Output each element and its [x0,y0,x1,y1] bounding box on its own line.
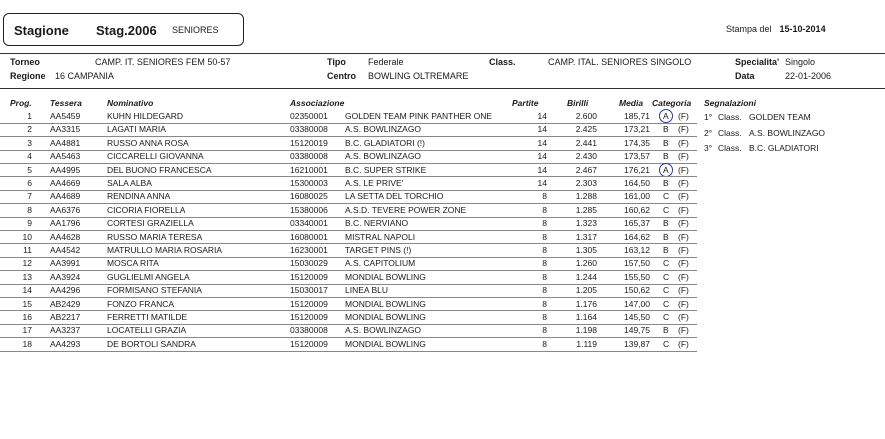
row-flag: (F) [678,325,689,336]
row-birilli: 1.305 [575,245,597,255]
row-tessera: AB2429 [50,298,81,309]
row-partite: 8 [542,218,547,229]
segnalazione-team: A.S. BOWLINZAGO [749,127,826,138]
row-partite: 8 [542,258,547,269]
data-label: Data [735,71,755,81]
row-codice: 16080025 [290,191,328,202]
centro-label: Centro [327,71,356,81]
row-associazione: A.S. BOWLINZAGO [345,151,422,162]
row-codice: 16080001 [290,231,328,242]
row-associazione: LINEA BLU [345,285,388,296]
row-codice: 15380006 [290,204,328,215]
row-flag: (F) [678,111,689,121]
row-birilli: 2.425 [575,124,597,135]
row-media: 155,50 [624,271,650,282]
row-tessera: AA3237 [50,325,81,336]
row-codice: 16210001 [290,164,328,175]
row-categoria: B [663,245,669,255]
row-partite: 8 [542,245,547,255]
row-prog: 9 [27,218,32,229]
row-flag: (F) [678,191,689,202]
row-tessera: AB2217 [50,312,81,322]
row-prog: 15 [22,298,32,309]
row-associazione: GOLDEN TEAM PINK PANTHER ONE [345,111,493,121]
row-codice: 15120019 [290,137,328,148]
row-nominativo: DE BORTOLI SANDRA [107,338,196,349]
row-partite: 8 [542,231,547,242]
row-flag: (F) [678,285,689,296]
row-nominativo: RUSSO ANNA ROSA [107,137,189,148]
col-segnalazioni: Segnalazioni [704,98,756,108]
season-box [3,13,244,46]
row-flag: (F) [678,338,689,349]
row-categoria: B [663,325,669,336]
row-birilli: 1.198 [575,325,597,336]
col-media: Media [619,98,644,108]
row-media: 173,57 [624,151,650,162]
row-partite: 14 [537,137,547,148]
row-nominativo: LOCATELLI GRAZIA [107,325,187,336]
specialita-value: Singolo [785,57,816,67]
col-tessera: Tessera [50,98,82,108]
row-flag: (F) [678,312,689,322]
tournament-info [0,53,885,89]
handwritten-circle-mark [659,109,673,123]
row-flag: (F) [678,151,689,162]
row-codice: 16230001 [290,245,328,255]
row-partite: 14 [537,164,547,175]
col-nominativo: Nominativo [107,98,154,108]
row-nominativo: FONZO FRANCA [107,298,175,309]
row-media: 173,21 [624,124,650,135]
row-prog: 1 [27,111,32,121]
row-flag: (F) [678,271,689,282]
row-associazione: B.C. GLADIATORI (!) [345,137,425,148]
row-birilli: 1.244 [575,271,597,282]
col-associazione: Associazione [290,98,345,108]
row-associazione: B.C. NERVIANO [345,218,409,229]
row-associazione: MONDIAL BOWLING [345,271,426,282]
row-tessera: AA3315 [50,124,81,135]
print-date-value: 15-10-2014 [779,24,826,34]
row-categoria: B [663,218,669,229]
tipo-value: Federale [368,57,404,67]
row-categoria: C [663,271,670,282]
segnalazione-team: GOLDEN TEAM [749,112,811,122]
row-codice: 15120009 [290,298,328,309]
row-nominativo: LAGATI MARIA [107,124,166,135]
segnalazione-label: Class. [718,112,742,122]
row-partite: 14 [537,124,547,135]
row-partite: 8 [542,298,547,309]
row-nominativo: RENDINA ANNA [107,191,171,202]
col-birilli: Birilli [567,98,589,108]
row-media: 176,21 [624,164,650,175]
row-prog: 6 [27,178,32,188]
row-birilli: 1.164 [575,312,597,322]
row-categoria: B [663,231,669,242]
row-categoria: C [663,338,670,349]
regione-label: Regione [10,71,46,81]
print-date [726,24,826,34]
row-prog: 17 [22,325,32,336]
row-prog: 4 [27,151,32,162]
row-birilli: 2.467 [575,164,597,175]
row-birilli: 2.430 [575,151,597,162]
row-birilli: 2.441 [575,137,597,148]
row-media: 139,87 [624,338,650,349]
centro-value: BOWLING OLTREMARE [368,71,469,81]
row-codice: 15030029 [290,258,328,269]
row-nominativo: CICCARELLI GIOVANNA [107,151,204,162]
row-flag: (F) [678,137,689,148]
data-value: 22-01-2006 [785,71,832,81]
row-nominativo: SALA ALBA [107,178,152,188]
row-codice: 15300003 [290,178,328,188]
row-tessera: AA3924 [50,271,81,282]
row-codice: 15120009 [290,271,328,282]
segnalazione-label: Class. [718,143,742,153]
season-label: Stagione [14,23,69,38]
row-prog: 11 [23,245,32,255]
row-associazione: MONDIAL BOWLING [345,338,426,349]
row-nominativo: MATRULLO MARIA ROSARIA [107,245,223,255]
row-flag: (F) [678,258,689,269]
row-nominativo: CORTESI GRAZIELLA [107,218,194,229]
row-associazione: MONDIAL BOWLING [345,298,426,309]
row-associazione: A.S. LE PRIVE' [345,178,404,188]
specialita-label: Specialita' [735,57,780,67]
row-media: 185,71 [624,111,650,121]
row-nominativo: KUHN HILDEGARD [107,111,184,121]
print-date-label: Stampa del [726,24,772,34]
row-associazione: LA SETTA DEL TORCHIO [345,191,444,202]
row-categoria: C [663,191,670,202]
row-nominativo: MOSCA RITA [107,258,159,269]
row-birilli: 1.317 [575,231,597,242]
row-categoria: C [663,204,670,215]
row-prog: 10 [22,231,32,242]
row-partite: 8 [542,325,547,336]
row-categoria: B [663,151,669,162]
row-flag: (F) [678,245,689,255]
col-prog: Prog. [10,98,32,108]
row-tessera: AA6376 [50,204,81,215]
row-partite: 14 [537,111,547,121]
row-associazione: B.C. SUPER STRIKE [345,164,427,175]
row-partite: 8 [542,271,547,282]
regione-value: 16 CAMPANIA [55,71,114,81]
segnalazione-label: Class. [718,127,742,138]
row-tessera: AA5463 [50,151,81,162]
row-birilli: 1.176 [575,298,597,309]
row-codice: 03380008 [290,325,328,336]
row-birilli: 1.119 [576,338,597,349]
row-prog: 16 [22,312,32,322]
row-codice: 03340001 [290,218,328,229]
row-birilli: 1.205 [575,285,597,296]
row-nominativo: FERRETTI MATILDE [107,312,188,322]
row-partite: 8 [542,312,547,322]
row-categoria: C [663,298,670,309]
season-category: SENIORES [172,25,219,35]
row-media: 150,62 [624,285,650,296]
row-media: 163,12 [624,245,650,255]
row-flag: (F) [678,204,689,215]
row-tessera: AA1796 [50,218,81,229]
row-prog: 5 [27,164,32,175]
row-codice: 03380008 [290,151,328,162]
row-associazione: MISTRAL NAPOLI [345,231,416,242]
segnalazione-rank: 2° [704,127,713,138]
row-categoria: C [663,258,670,269]
handwritten-circle-mark [659,163,673,177]
segnalazione-rank: 3° [704,143,713,153]
row-media: 149,75 [624,325,650,336]
row-prog: 3 [27,137,32,148]
row-prog: 14 [22,285,32,296]
row-birilli: 1.323 [575,218,597,229]
row-partite: 8 [542,285,547,296]
row-associazione: A.S. BOWLINZAGO [345,124,422,135]
row-birilli: 2.303 [575,178,597,188]
row-media: 165,37 [624,218,650,229]
row-partite: 8 [542,191,547,202]
row-prog: 7 [27,191,32,202]
row-flag: (F) [678,124,689,135]
row-media: 164,62 [624,231,650,242]
row-codice: 15030017 [290,285,328,296]
row-categoria: A [663,111,669,121]
row-tessera: AA4628 [50,231,81,242]
torneo-value: CAMP. IT. SENIORES FEM 50-57 [95,57,231,67]
row-tessera: AA3991 [50,258,81,269]
row-media: 147,00 [624,298,650,309]
row-flag: (F) [678,218,689,229]
season-value: Stag.2006 [96,23,157,38]
row-flag: (F) [678,164,689,175]
row-codice: 15120009 [290,338,328,349]
col-partite: Partite [512,98,539,108]
row-media: 145,50 [624,312,650,322]
row-prog: 13 [22,271,32,282]
row-tessera: AA4881 [50,137,81,148]
row-partite: 14 [537,178,547,188]
row-birilli: 2.600 [575,111,597,121]
row-flag: (F) [678,298,689,309]
row-associazione: A.S. BOWLINZAGO [345,325,422,336]
row-media: 174,35 [624,137,650,148]
class-value: CAMP. ITAL. SENIORES SINGOLO [548,57,692,67]
segnalazione-team: B.C. GLADIATORI [749,143,819,153]
row-nominativo: DEL BUONO FRANCESCA [107,164,212,175]
row-associazione: MONDIAL BOWLING [345,312,426,322]
row-associazione: TARGET PINS (!) [345,245,412,255]
row-nominativo: RUSSO MARIA TERESA [107,231,203,242]
row-associazione: A.S.D. TEVERE POWER ZONE [345,204,467,215]
row-tessera: AA4542 [50,245,81,255]
row-categoria: A [663,164,669,175]
row-tessera: AA4689 [50,191,81,202]
row-prog: 18 [22,338,32,349]
row-prog: 2 [27,124,32,135]
row-categoria: C [663,312,670,322]
row-tessera: AA4296 [50,285,81,296]
row-categoria: B [663,124,669,135]
class-label: Class. [489,57,516,67]
row-tessera: AA4293 [50,338,81,349]
row-flag: (F) [678,178,689,188]
row-associazione: A.S. CAPITOLIUM [345,258,416,269]
row-categoria: B [663,137,669,148]
segnalazione-rank: 1° [704,112,713,122]
row-birilli: 1.285 [575,204,597,215]
row-categoria: B [663,178,669,188]
row-prog: 8 [27,204,32,215]
row-categoria: C [663,285,670,296]
row-nominativo: FORMISANO STEFANIA [107,285,202,296]
row-birilli: 1.288 [575,191,597,202]
row-divider [0,351,697,352]
row-media: 160,62 [624,204,650,215]
row-codice: 15120009 [290,312,328,322]
row-tessera: AA4669 [50,178,81,188]
col-categoria: Categoria [652,98,692,108]
row-tessera: AA4995 [50,164,81,175]
row-tessera: AA5459 [50,111,81,121]
row-partite: 14 [537,151,547,162]
row-media: 161,00 [624,191,650,202]
tipo-label: Tipo [327,57,346,67]
row-codice: 03380008 [290,124,328,135]
row-media: 157,50 [624,258,650,269]
row-flag: (F) [678,231,689,242]
row-codice: 02350001 [290,111,328,121]
row-partite: 8 [542,204,547,215]
row-media: 164,50 [624,178,650,188]
row-birilli: 1.260 [575,258,597,269]
row-nominativo: GUGLIELMI ANGELA [107,271,190,282]
row-prog: 12 [22,258,32,269]
row-nominativo: CICORIA FIORELLA [107,204,186,215]
torneo-label: Torneo [10,57,40,67]
row-partite: 8 [542,338,547,349]
